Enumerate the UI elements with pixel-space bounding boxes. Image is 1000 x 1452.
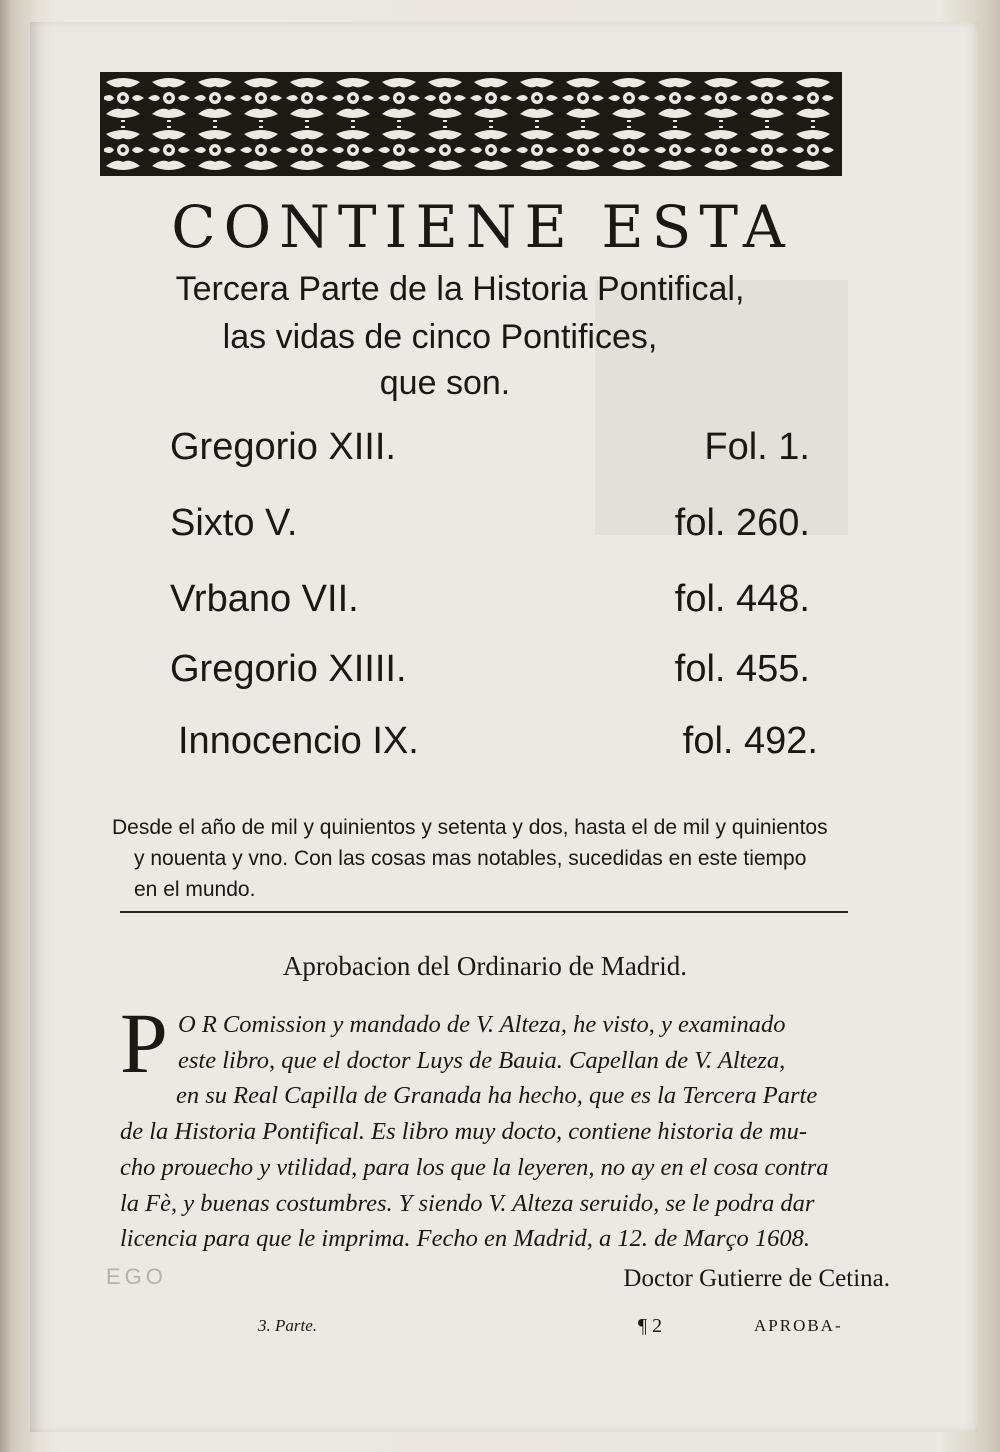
folio-reference: fol. 448.	[674, 578, 810, 620]
contents-entry	[170, 498, 810, 548]
section-divider	[120, 911, 848, 913]
pontiff-name: Sixto V.	[170, 502, 298, 544]
headpiece-pattern-icon	[100, 72, 842, 176]
approbation-line: la Fè, y buenas costumbres. Y siendo V. Alteza seruido, se le podra dar	[120, 1189, 815, 1217]
pontiff-name: Vrbano VII.	[170, 578, 359, 620]
date-range-description	[112, 812, 872, 905]
description-line: Desde el año de mil y quinientos y setenta y dos, hasta el de mil y quinientos	[112, 816, 828, 839]
contents-entry	[170, 422, 810, 472]
description-line: en el mundo.	[134, 878, 256, 901]
contents-entry	[178, 716, 818, 766]
contents-entry	[170, 574, 810, 624]
folio-reference: fol. 492.	[682, 720, 818, 762]
folio-reference: fol. 260.	[674, 502, 810, 544]
approbation-text	[120, 995, 860, 1257]
pontiff-name: Gregorio XIIII.	[170, 648, 407, 690]
approbation-line: en su Real Capilla de Granada ha hecho, que es la Tercera Parte	[176, 1082, 818, 1110]
bleed-through-stamp: EGO	[106, 1264, 167, 1289]
catchword: APROBA-	[754, 1316, 843, 1335]
approbation-line: O R Comission y mandado de V. Alteza, he visto, y examinado	[178, 1011, 786, 1038]
ornamental-headpiece	[100, 72, 842, 176]
approbation-line: este libro, que el doctor Luys de Bauia. Capellan de V. Alteza,	[178, 1046, 786, 1074]
description-line: y nouenta y vno. Con las cosas mas notables, sucedidas en este tiempo	[134, 847, 807, 870]
gathering-mark: ¶ 2	[638, 1315, 663, 1337]
page-title: CONTIENE ESTA	[171, 193, 793, 261]
contents-entry	[170, 644, 810, 694]
folio-reference: fol. 455.	[674, 648, 810, 690]
subtitle-line-1: Tercera Parte de la Historia Pontifical,	[175, 270, 745, 308]
approbation-line: de la Historia Pontifical. Es libro muy docto, contiene historia de mu-	[120, 1118, 808, 1146]
signature: Doctor Gutierre de Cetina.	[623, 1265, 890, 1292]
approbation-line: cho prouecho y vtilidad, para los que la leyeren, no ay en el cosa contra	[120, 1153, 829, 1181]
pontiff-name: Innocencio IX.	[178, 720, 419, 762]
approbation-line: licencia para que le imprima. Fecho en Madrid, a 12. de Março 1608.	[120, 1225, 810, 1253]
pontiff-name: Gregorio XIII.	[170, 426, 396, 468]
approbation-heading: Aprobacion del Ordinario de Madrid.	[282, 951, 688, 981]
subtitle-line-2: las vidas de cinco Pontifices,	[222, 318, 658, 356]
subtitle-line-3: que son.	[379, 364, 511, 402]
signature-mark: 3. Parte.	[258, 1316, 318, 1335]
drop-capital: P	[120, 995, 168, 1091]
printed-page	[30, 22, 978, 1432]
folio-reference: Fol. 1.	[704, 426, 810, 468]
